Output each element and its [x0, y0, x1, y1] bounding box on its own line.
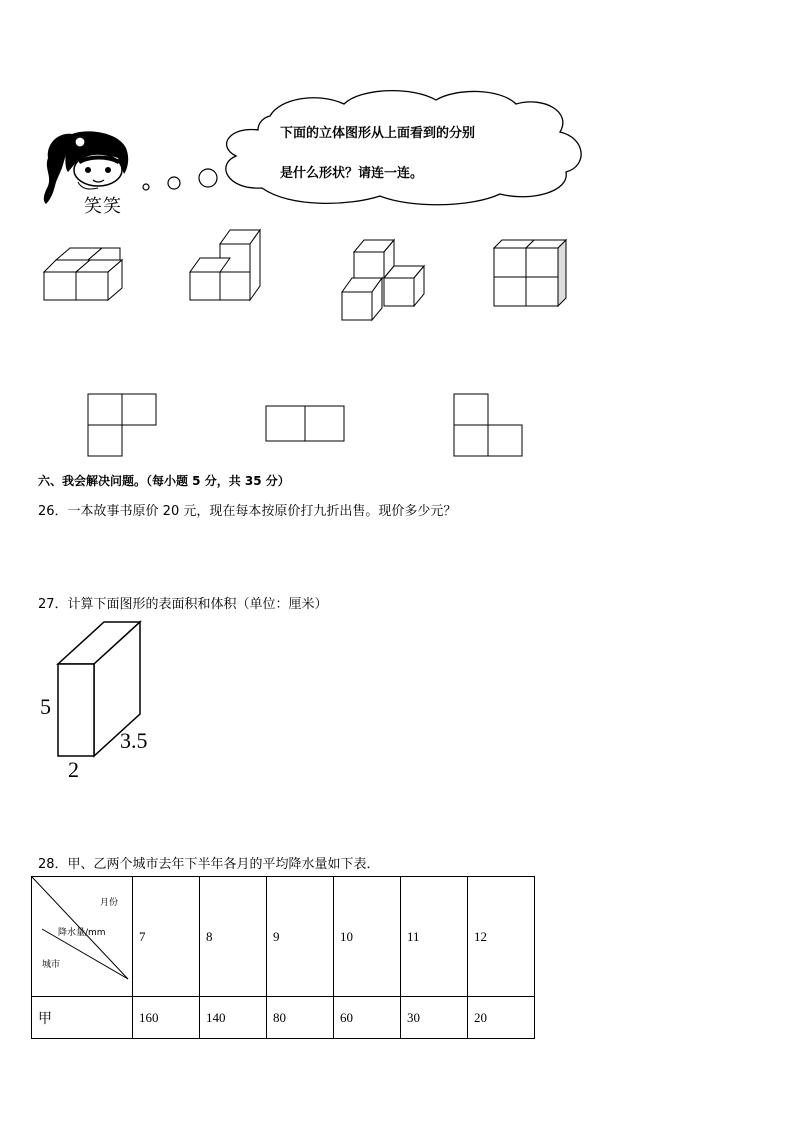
speech-line-1: 下面的立体图形从上面看到的分别	[280, 126, 476, 141]
girl-label: 笑笑	[84, 196, 122, 216]
month-cell: 7	[133, 877, 200, 997]
thought-dot-large	[199, 169, 217, 187]
question-28: 28．甲、乙两个城市去年下半年各月的平均降水量如下表．	[38, 857, 380, 872]
top-view-1	[86, 392, 166, 462]
thought-dot-medium	[168, 177, 180, 189]
diagonal-header-cell	[32, 877, 133, 997]
section-title: 六、我会解决问题。（每小题 5 分，共 35 分）	[38, 474, 290, 488]
header-month-label: 月份	[100, 898, 119, 908]
rainfall-table	[31, 876, 535, 1039]
table-header-row	[32, 877, 535, 997]
month-cell: 12	[468, 877, 535, 997]
value-cell: 140	[200, 997, 267, 1039]
header-rain-label: 降水量/mm	[58, 928, 106, 938]
speech-cloud	[226, 91, 581, 205]
table-row	[32, 997, 535, 1039]
solid-figure-1	[40, 244, 140, 314]
question-26: 26．一本故事书原价 20 元，现在每本按原价打九折出售。现价多少元？	[38, 504, 457, 519]
cuboid-height-label: 5	[40, 694, 51, 719]
month-cell: 8	[200, 877, 267, 997]
top-view-3	[452, 392, 526, 460]
month-cell: 10	[334, 877, 401, 997]
value-cell: 20	[468, 997, 535, 1039]
solid-figure-3	[338, 236, 438, 336]
city-cell: 甲	[32, 997, 133, 1039]
month-cell: 11	[401, 877, 468, 997]
cuboid-depth-label: 3.5	[120, 728, 148, 753]
month-cell: 9	[267, 877, 334, 997]
value-cell: 60	[334, 997, 401, 1039]
value-cell: 160	[133, 997, 200, 1039]
speech-line-2: 是什么形状？请连一连。	[280, 166, 424, 181]
value-cell: 30	[401, 997, 468, 1039]
value-cell: 80	[267, 997, 334, 1039]
top-view-2	[264, 404, 348, 444]
cuboid-width-label: 2	[68, 757, 79, 782]
thought-dot-small	[143, 184, 149, 190]
question-27: 27．计算下面图形的表面积和体积（单位：厘米）	[38, 597, 328, 612]
solid-figure-2	[186, 226, 276, 306]
solid-figure-4	[490, 236, 580, 316]
header-city-label: 城市	[42, 960, 61, 970]
